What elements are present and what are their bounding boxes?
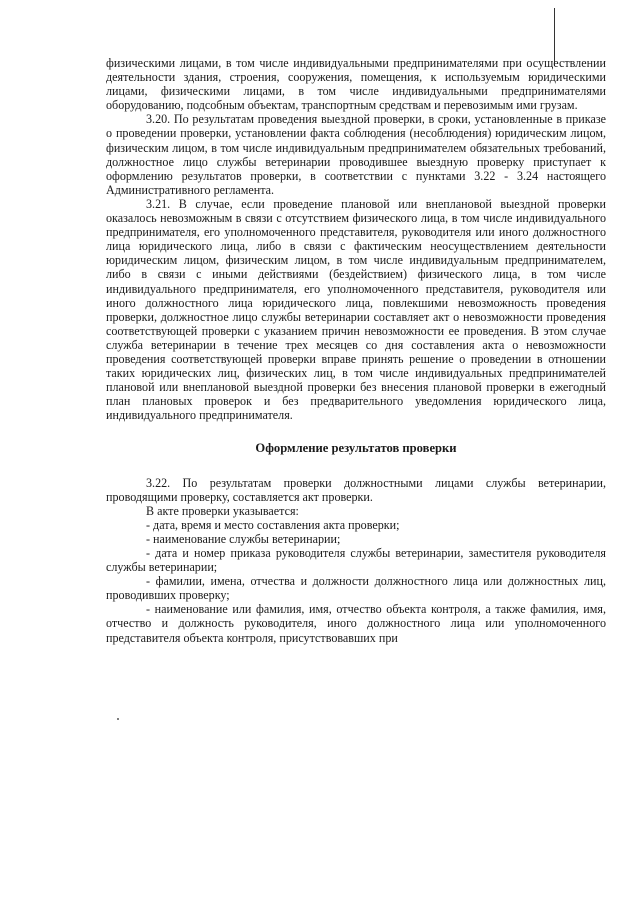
list-item: - дата и номер приказа руководителя службы ветеринарии, заместителя руководителя службы ветеринарии; bbox=[106, 546, 606, 575]
list-intro: В акте проверки указывается: bbox=[146, 503, 299, 518]
list-item: - наименование службы ветеринарии; bbox=[146, 531, 341, 546]
paragraph-3-21: 3.21. В случае, если проведение плановой или внеплановой выездной проверки оказалось невозможным в связи с отсутствием физического лица, в том числе индивидуального предпринимателя, его уполномоченного представителя, руководителя или иного должностного лица юридического лица, либо в связи с фактическим неосуществлением деятельности юридическим лицом, физическим лицом, в том числе индивидуальным предпринимателем, либо в связи с иными действиями (бездействием) физического лица, в том числе индивидуального предпринимателя, его уполномоченного представителя, руководителя или иного должностного лица юридического лица, повлекшими невозможность проведения проверки, должностное лицо службы ветеринарии составляет акт о невозможности проведения соответствующей проверки с указанием причин невозможности ее проведения. В этом случае служба ветеринарии в течение трех месяцев со дня составления акта о невозможности проведения соответствующей проверки вправе принять решение о проведении в отношении таких юридических лиц, физических лиц, в том числе индивидуальных предпринимателей плановой или внеплановой выездной проверки без внесения плановой проверки в ежегодный план плановых проверок и без предварительного уведомления юридического лица, индивидуального предпринимателя. bbox=[106, 196, 606, 423]
list-item: - дата, время и место составления акта проверки; bbox=[146, 517, 400, 532]
scan-artifact-dot bbox=[117, 718, 119, 720]
list-item: - наименование или фамилия, имя, отчество объекта контроля, а также фамилия, имя, отчество и должность руководителя, иного должностного лица или уполномоченного представителя объекта контроля, присутствовавших при bbox=[106, 602, 606, 645]
paragraph-continuation: физическими лицами, в том числе индивидуальными предпринимателями при осуществлении деятельности здания, строения, сооружения, помещения, к используемым юридическими лицами, физическими лицами, в том числе индивидуальными предпринимателями оборудованию, подсобным объектам, транспортным средствам и перевозимым ими грузам. bbox=[106, 56, 606, 113]
paragraph-3-22: 3.22. По результатам проверки должностными лицами службы ветеринарии, проводящими проверку, составляется акт проверки. bbox=[106, 475, 606, 504]
section-heading: Оформление результатов проверки bbox=[255, 441, 457, 456]
list-item: - фамилии, имена, отчества и должности должностного лица или должностных лиц, проводивших проверку; bbox=[106, 574, 606, 603]
paragraph-3-20: 3.20. По результатам проведения выездной проверки, в сроки, установленные в приказе о проведении проверки, установлении факта соблюдения (несоблюдения) юридическим лицом, физическим лицом, в том числе индивидуальным предпринимателем обязательных требований, должностное лицо службы ветеринарии проводившее выездную проверку приступает к оформлению результатов проверки, в соответствии с пунктами 3.22 - 3.24 настоящего Административного регламента. bbox=[106, 112, 606, 197]
document-body bbox=[106, 56, 606, 645]
